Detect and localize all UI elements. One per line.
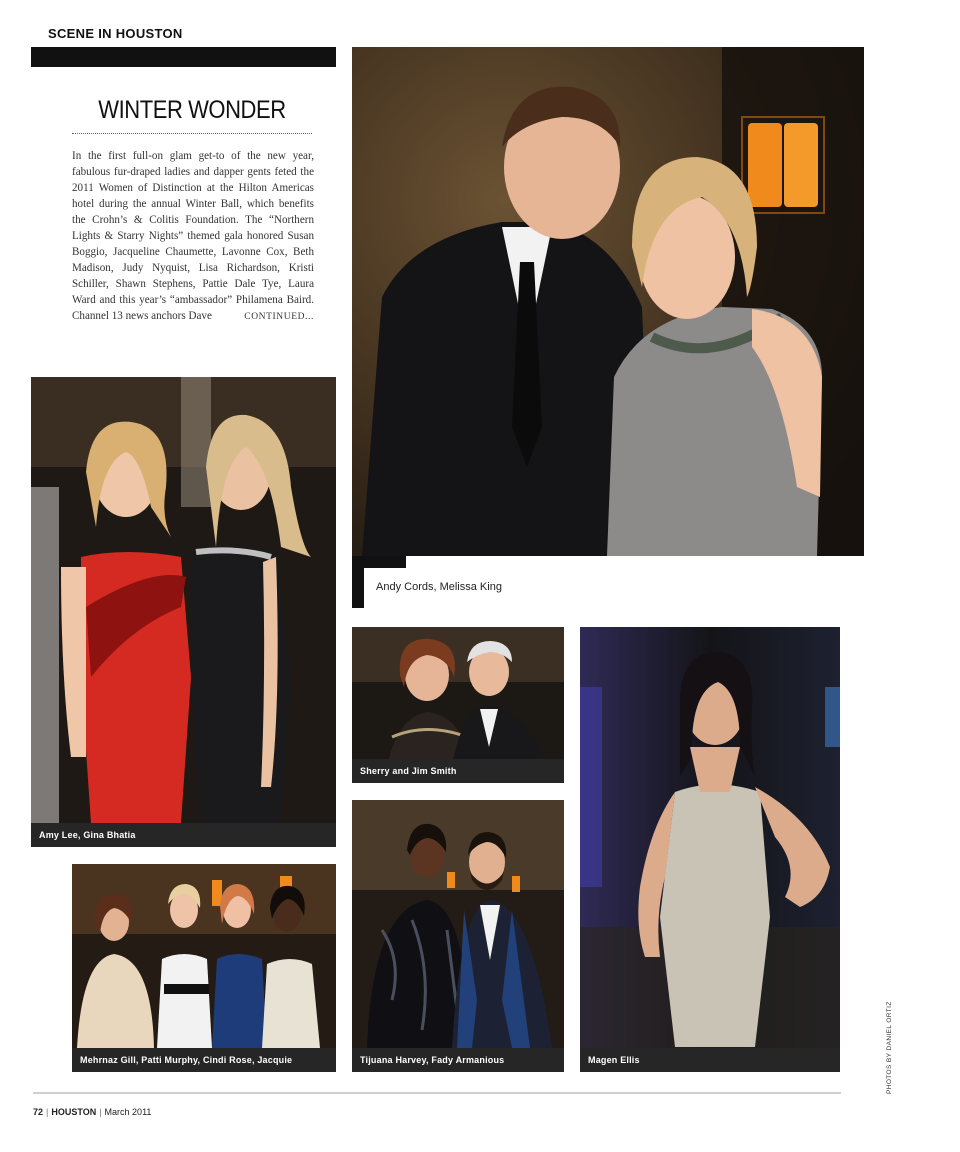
headline-divider (72, 133, 312, 134)
caption-amy-lee: Amy Lee, Gina Bhatia (31, 823, 336, 847)
publication-name: HOUSTON (51, 1107, 97, 1117)
main-photo (352, 47, 864, 556)
issue-date: March 2011 (104, 1107, 152, 1117)
continued-link[interactable]: CONTINUED... (244, 312, 314, 322)
main-caption-accent (352, 556, 364, 608)
photo-magen-ellis (580, 627, 840, 1072)
photo-amy-lee-gina-bhatia (31, 377, 336, 847)
page-number: 72 (33, 1107, 44, 1117)
article-headline: WINTER WONDER (98, 96, 286, 124)
header-bar (31, 47, 336, 67)
main-photo-caption: Andy Cords, Melissa King (376, 581, 502, 593)
page-footer (33, 1107, 151, 1117)
photo-mehrnaz-group (72, 864, 336, 1089)
main-caption-notch (364, 556, 406, 568)
footer-separator: | (99, 1107, 102, 1117)
photo-tijuana-fady (352, 800, 564, 1072)
article-body-text: In the first full-on glam get-to of the new year, fabulous fur-draped ladies and dapper gents feted the 2011 Women of Distinction at the Hilton Americas hotel during the annual Winter Ball, which benefits the Crohn’s & Colitis Foundation. The “Northern Lights & Starry Nights” themed gala honored Susan Boggio, Jacqueline Chaumette, Lavonne Cox, Beth Madison, Judy Nyquist, Lisa Richardson, Kristi Schiller, Shawn Stephens, Pattie Dale Tye, Laura Ward and this year’s “ambassador” Philamena Baird. Channel 13 news anchors Dave (72, 150, 314, 322)
caption-magen-ellis: Magen Ellis (580, 1048, 840, 1072)
photo-credit: PHOTOS BY DANIEL ORTIZ (886, 1001, 893, 1094)
section-label: SCENE IN HOUSTON (48, 26, 183, 41)
footer-separator: | (46, 1107, 49, 1117)
caption-tijuana-fady: Tijuana Harvey, Fady Armanious (352, 1048, 564, 1072)
caption-sherry-jim: Sherry and Jim Smith (352, 759, 564, 783)
article-body (72, 148, 314, 325)
footer-rule (33, 1092, 841, 1094)
caption-mehrnaz-group: Mehrnaz Gill, Patti Murphy, Cindi Rose, Jacquie Chaumette (72, 1048, 336, 1072)
photo-sherry-jim-smith (352, 627, 564, 783)
